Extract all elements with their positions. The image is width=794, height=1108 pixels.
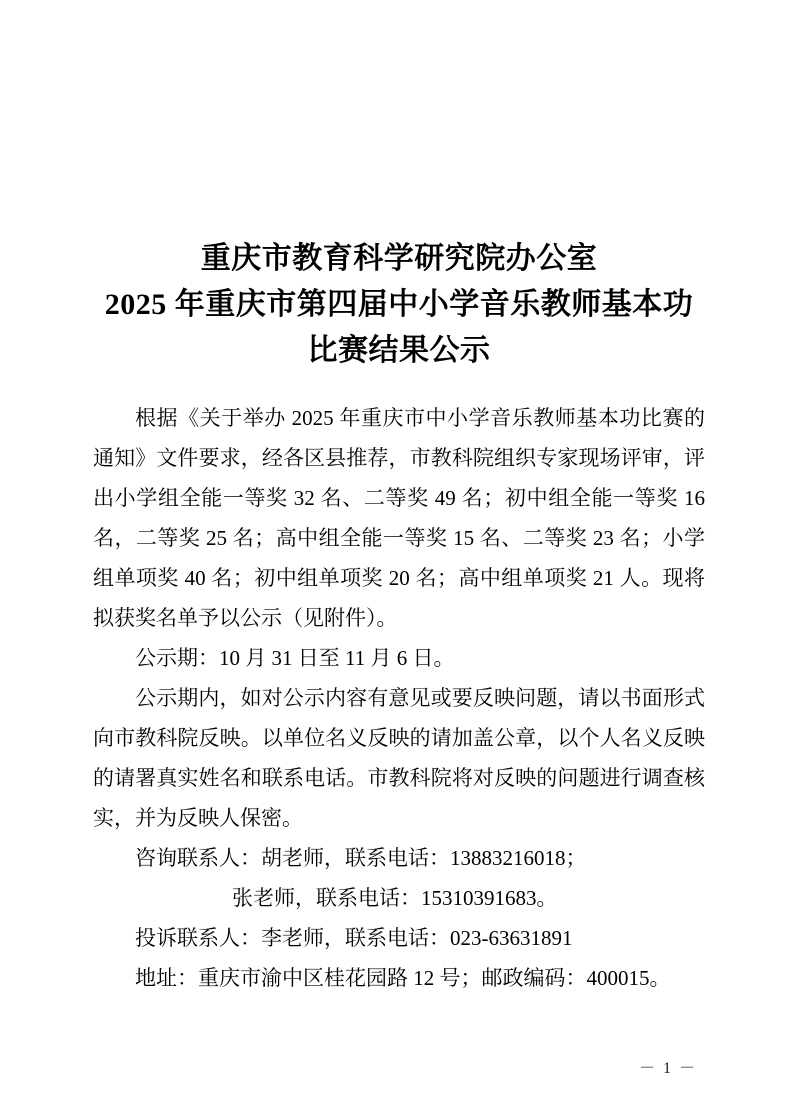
paragraph-feedback-instructions: 公示期内，如对公示内容有意见或要反映问题，请以书面形式向市教科院反映。以单位名义反映的请加盖公章，以个人名义反映的请署真实姓名和联系电话。市教科院将对反映的问题进行调查核实，并为反映人保密。 [93, 686, 705, 830]
paragraph-address: 地址：重庆市渝中区桂花园路 12 号；邮政编码：400015。 [135, 966, 671, 990]
document-title-line-3: 比赛结果公示 [307, 334, 491, 367]
paragraph-intro: 根据《关于举办 2025 年重庆市中小学音乐教师基本功比赛的通知》文件要求，经各区县推荐，市教科院组织专家现场评审，评出小学组全能一等奖 32 名、二等奖 49 名；初中组全能一等奖 16 名，二等奖 25 名；高中组全能一等奖 15 名、二等奖 23 名；小学组单项奖 40 名；初中组单项奖 20 名；高中组单项奖 21 人。现将拟获奖名单予以公示（见附件）。 [93, 406, 705, 630]
document-title-line-2: 2025 年重庆市第四届中小学音乐教师基本功 [104, 288, 694, 321]
paragraph-inquiry-contact-2: 张老师，联系电话：15310391683。 [232, 886, 558, 910]
document-title [93, 236, 705, 374]
paragraph-inquiry-contact-1: 咨询联系人：胡老师，联系电话：13883216018； [135, 846, 587, 870]
page-number: － 1 － [638, 1060, 697, 1077]
paragraph-publicity-period: 公示期：10 月 31 日至 11 月 6 日。 [135, 646, 455, 670]
document-body [93, 398, 705, 998]
document-title-line-1: 重庆市教育科学研究院办公室 [200, 242, 598, 275]
paragraph-complaint-contact: 投诉联系人：李老师，联系电话：023-63631891 [135, 926, 573, 950]
